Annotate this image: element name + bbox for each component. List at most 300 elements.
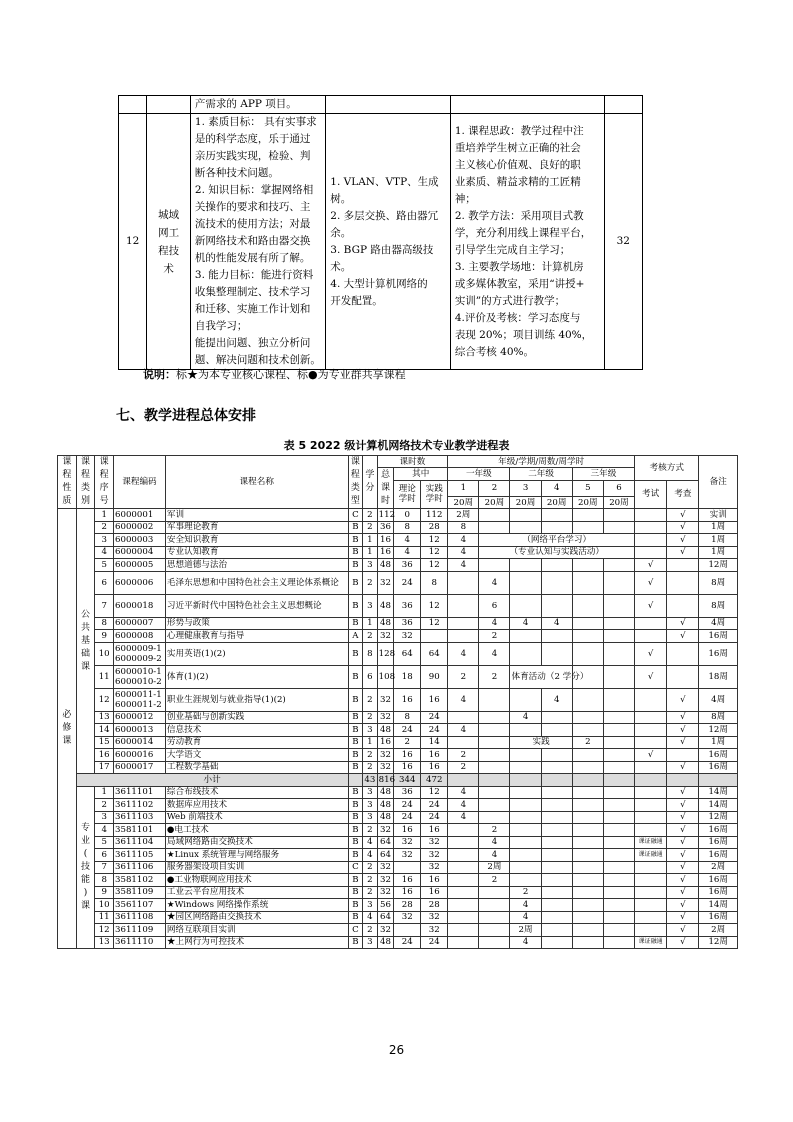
- total-hours-cell: 32: [377, 711, 394, 724]
- practice-hours-cell: 16: [421, 824, 448, 837]
- check-cell: √: [667, 924, 699, 937]
- type-cell: B: [348, 836, 363, 849]
- type-cell: B: [348, 546, 363, 559]
- table-row: [58, 630, 738, 643]
- remark-cell: 14周: [699, 786, 738, 799]
- header-name: 课程名称: [165, 456, 348, 509]
- course-name-cell: ●工业物联网应用技术: [165, 874, 348, 887]
- semester-cell: [603, 736, 634, 749]
- text-line: 新网络技术和路由器交换: [194, 235, 311, 247]
- semester-cell: 4: [479, 571, 510, 594]
- header-weeks: 20周: [448, 497, 479, 509]
- practice-hours-cell: 16: [421, 749, 448, 762]
- subtotal-empty: [510, 774, 541, 787]
- semester-cell: [479, 509, 510, 522]
- course-name-cell: 工程数学基础: [165, 761, 348, 774]
- theory-hours-cell: 28: [394, 899, 421, 912]
- semester-span-cell: 实践: [510, 736, 572, 749]
- credits-cell: 3: [363, 936, 378, 949]
- check-cell: [667, 559, 699, 572]
- credits-cell: 3: [363, 594, 378, 617]
- type-cell: B: [348, 521, 363, 534]
- type-cell: B: [348, 665, 363, 688]
- semester-cell: [572, 559, 603, 572]
- check-cell: [667, 665, 699, 688]
- semester-cell: [572, 824, 603, 837]
- code-line: 6000011-2: [115, 699, 162, 710]
- semester-cell: 6: [479, 594, 510, 617]
- type-cell: B: [348, 559, 363, 572]
- type-cell: B: [348, 911, 363, 924]
- semester-cell: [510, 824, 541, 837]
- total-hours-cell: 32: [377, 571, 394, 594]
- practice-hours-cell: 24: [421, 799, 448, 812]
- check-cell: √: [667, 836, 699, 849]
- semester-cell: [541, 749, 572, 762]
- semester-cell: 4: [510, 711, 541, 724]
- remark-cell: 16周: [699, 874, 738, 887]
- semester-cell: [510, 874, 541, 887]
- text-line: 业素质、精益求精的工匠精: [454, 175, 581, 188]
- header-sem: 5: [572, 480, 603, 497]
- credits-cell: 3: [363, 786, 378, 799]
- table-row: [58, 642, 738, 665]
- remark-cell: 16周: [699, 630, 738, 643]
- subtotal-credits: 43: [364, 774, 376, 785]
- header-row: [58, 456, 738, 468]
- course-name-cell: 创业基础与创新实践: [165, 711, 348, 724]
- semester-cell: [603, 836, 634, 849]
- theory-hours-cell: 2: [394, 736, 421, 749]
- code-cell: [114, 924, 166, 937]
- total-hours-cell: 32: [377, 824, 394, 837]
- course-name-cell: 毛泽东思想和中国特色社会主义理论体系概论: [165, 571, 348, 594]
- text-line: 3. 能力目标：能进行资料: [194, 269, 314, 281]
- code-cell: [114, 711, 166, 724]
- seq-cell: 1: [95, 509, 114, 522]
- semester-cell: [572, 630, 603, 643]
- text-line: 4. 大型计算机网络的: [330, 277, 428, 290]
- check-cell: √: [667, 688, 699, 711]
- subtotal-empty: [635, 774, 667, 787]
- header-remark: 备注: [699, 456, 738, 509]
- semester-cell: [541, 936, 572, 949]
- remark-cell: 实训: [699, 509, 738, 522]
- total-hours-cell: 48: [377, 594, 394, 617]
- remark-cell: 8周: [699, 711, 738, 724]
- exam-cell: √: [635, 665, 667, 688]
- subtotal-empty: [448, 774, 479, 787]
- total-hours-cell: 16: [377, 546, 394, 559]
- semester-cell: [572, 911, 603, 924]
- course-name-cell: 安全知识教育: [165, 534, 348, 547]
- course-name-cell: 思想道德与法治: [165, 559, 348, 572]
- semester-cell: [572, 521, 603, 534]
- semester-cell: 2周: [479, 861, 510, 874]
- remark-cell: 1周: [699, 534, 738, 547]
- total-hours-cell: 32: [377, 886, 394, 899]
- header-hours: 课时数: [377, 456, 448, 468]
- type-cell: B: [348, 724, 363, 737]
- semester-cell: [510, 849, 541, 862]
- semester-cell: [572, 749, 603, 762]
- code-cell: [114, 546, 166, 559]
- type-cell: B: [348, 617, 363, 630]
- semester-cell: 2: [448, 749, 479, 762]
- semester-cell: [448, 617, 479, 630]
- semester-cell: 4: [510, 911, 541, 924]
- course-name-cell: 心理健康教育与指导: [165, 630, 348, 643]
- exam-cell: √: [635, 749, 667, 762]
- semester-cell: [572, 711, 603, 724]
- semester-cell: [603, 559, 634, 572]
- table-row: [58, 521, 738, 534]
- exam-cell: √: [635, 594, 667, 617]
- theory-hours-cell: 16: [394, 874, 421, 887]
- semester-cell: [572, 936, 603, 949]
- text-line: 3. BGP 路由器高级技: [330, 243, 434, 256]
- code-cell: [114, 799, 166, 812]
- semester-cell: [572, 617, 603, 630]
- table-row: [58, 617, 738, 630]
- semester-cell: [603, 724, 634, 737]
- type-cell: B: [348, 849, 363, 862]
- semester-cell: 4: [479, 642, 510, 665]
- credits-cell: 3: [363, 559, 378, 572]
- semester-cell: [479, 724, 510, 737]
- remark-cell: 12周: [699, 936, 738, 949]
- credits-cell: 2: [363, 749, 378, 762]
- theory-hours-cell: 8: [394, 521, 421, 534]
- type-cell: B: [348, 761, 363, 774]
- remark-cell: 16周: [699, 849, 738, 862]
- header-weekly: 年级/学期/周数/周学时: [448, 456, 635, 468]
- text-line: 学，充分利用线上课程平台，: [454, 226, 592, 239]
- semester-cell: [448, 936, 479, 949]
- type-cell: B: [348, 688, 363, 711]
- table-row: [58, 571, 738, 594]
- semester-cell: [510, 799, 541, 812]
- semester-cell: [479, 521, 510, 534]
- type-cell: B: [348, 886, 363, 899]
- credits-cell: 3: [363, 811, 378, 824]
- seq-cell: 10: [95, 899, 114, 912]
- credits-cell: 2: [363, 886, 378, 899]
- exam-cell: [635, 874, 667, 887]
- code-cell: [114, 849, 166, 862]
- credits-cell: 2: [363, 874, 378, 887]
- code-line: 3611105: [115, 849, 154, 860]
- code-line: 6000006: [115, 577, 154, 588]
- subtotal-empty: [603, 774, 634, 787]
- credits-cell: 2: [363, 761, 378, 774]
- code-line: 3611103: [115, 812, 154, 823]
- teaching-schedule-table-wrapper: [57, 455, 738, 1017]
- type-cell: B: [348, 874, 363, 887]
- course-name-cell: 形势与政策: [165, 617, 348, 630]
- semester-cell: 4: [479, 849, 510, 862]
- check-cell: [667, 594, 699, 617]
- semester-cell: [479, 749, 510, 762]
- exam-cell: [635, 911, 667, 924]
- exam-cell: [635, 924, 667, 937]
- total-hours-cell: 32: [377, 688, 394, 711]
- total-hours-cell: 56: [377, 899, 394, 912]
- semester-cell: 2: [448, 761, 479, 774]
- text-line: 综合考核 40%。: [454, 345, 534, 358]
- total-hours-cell: 64: [377, 911, 394, 924]
- table-row: [58, 836, 738, 849]
- text-line: 断各种技术问题。: [194, 167, 279, 179]
- remark-cell: 14周: [699, 799, 738, 812]
- text-line: 1. 课程思政：教学过程中注: [454, 124, 584, 137]
- semester-cell: [510, 571, 541, 594]
- semester-cell: [572, 642, 603, 665]
- text-line: 引导学生完成自主学习；: [454, 243, 571, 256]
- theory-hours-cell: 32: [394, 911, 421, 924]
- table-row: [58, 509, 738, 522]
- type-cell: B: [348, 534, 363, 547]
- type-cell: C: [348, 861, 363, 874]
- type-cell: A: [348, 630, 363, 643]
- exam-cell: [635, 786, 667, 799]
- header-seq: 课程序号: [95, 456, 114, 509]
- code-line: 6000008: [115, 630, 154, 641]
- practice-hours-cell: 12: [421, 617, 448, 630]
- remark-cell: 16周: [699, 761, 738, 774]
- code-line: 3611101: [115, 787, 154, 798]
- table-row: [58, 799, 738, 812]
- exam-cell: [635, 688, 667, 711]
- semester-cell: [572, 509, 603, 522]
- course-name-cell: 数据库应用技术: [165, 799, 348, 812]
- semester-cell: [479, 899, 510, 912]
- type-cell: B: [348, 899, 363, 912]
- theory-hours-cell: 32: [394, 849, 421, 862]
- code-line: 6000011-1: [115, 689, 162, 700]
- credits-cell: 1: [363, 534, 378, 547]
- text-line: 主义核心价值观、良好的职: [454, 158, 581, 171]
- theory-hours-cell: 4: [394, 546, 421, 559]
- course-name-cell: ●电工技术: [165, 824, 348, 837]
- semester-cell: [479, 924, 510, 937]
- semester-cell: [603, 630, 634, 643]
- exam-cell: [635, 736, 667, 749]
- credits-cell: 4: [363, 849, 378, 862]
- code-line: 3581109: [115, 887, 154, 898]
- code-cell: [114, 911, 166, 924]
- practice-hours-cell: [421, 630, 448, 643]
- total-hours-cell: 36: [377, 521, 394, 534]
- code-line: 6000018: [115, 600, 154, 611]
- type-cell: B: [348, 749, 363, 762]
- semester-cell: [603, 874, 634, 887]
- semester-cell: [572, 811, 603, 824]
- theory-hours-cell: 24: [394, 724, 421, 737]
- check-cell: √: [667, 724, 699, 737]
- text-line: 2. 多层交换、路由器冗: [330, 209, 439, 222]
- check-cell: √: [667, 534, 699, 547]
- total-hours-cell: 48: [377, 799, 394, 812]
- code-cell: [114, 665, 166, 688]
- theory-hours-cell: 16: [394, 761, 421, 774]
- total-hours-cell: 64: [377, 849, 394, 862]
- code-cell: [114, 642, 166, 665]
- credits-cell: 6: [363, 665, 378, 688]
- check-cell: √: [667, 521, 699, 534]
- semester-cell: 4: [510, 899, 541, 912]
- seq-cell: 14: [95, 724, 114, 737]
- text-line: 1. 素质目标： 具有实事求: [194, 116, 317, 128]
- practice-hours-cell: 90: [421, 665, 448, 688]
- code-line: 6000002: [115, 522, 154, 533]
- header-weeks: 20周: [479, 497, 510, 509]
- header-weeks: 20周: [603, 497, 634, 509]
- course-name-cell: 实用英语(1)(2): [165, 642, 348, 665]
- text-line: 是的科学态度，乐于通过: [194, 133, 311, 145]
- semester-cell: 4: [479, 617, 510, 630]
- text-line: 自我学习；: [194, 320, 248, 332]
- total-hours-cell: 128: [377, 642, 394, 665]
- semester-cell: [479, 761, 510, 774]
- total-hours-cell: 16: [377, 534, 394, 547]
- semester-cell: [479, 936, 510, 949]
- semester-cell: 4: [510, 936, 541, 949]
- code-line: 3611109: [115, 924, 154, 935]
- code-cell: [114, 761, 166, 774]
- type-cell: B: [348, 594, 363, 617]
- theory-hours-cell: 36: [394, 617, 421, 630]
- check-cell: √: [667, 861, 699, 874]
- theory-hours-cell: 36: [394, 594, 421, 617]
- table-row: [58, 786, 738, 799]
- seq-cell: 1: [95, 786, 114, 799]
- table-row: [58, 936, 738, 949]
- semester-cell: [603, 761, 634, 774]
- type-cell: B: [348, 824, 363, 837]
- check-cell: √: [667, 824, 699, 837]
- total-hours-cell: 32: [377, 761, 394, 774]
- semester-cell: [541, 724, 572, 737]
- semester-cell: 4: [448, 546, 479, 559]
- course-name-cell: ★园区网络路由交换技术: [165, 911, 348, 924]
- code-cell: [114, 688, 166, 711]
- course-name-cell: ★Windows 网络操作系统: [165, 899, 348, 912]
- course-name-cell: ★上网行为可控技术: [165, 936, 348, 949]
- credits-cell: 4: [363, 911, 378, 924]
- semester-cell: [572, 836, 603, 849]
- subtotal-empty: [479, 774, 510, 787]
- practice-hours-cell: 16: [421, 874, 448, 887]
- total-hours-cell: 16: [377, 736, 394, 749]
- table-row: [58, 849, 738, 862]
- type-cell: B: [348, 786, 363, 799]
- exam-cell: 课证融通: [635, 836, 667, 849]
- semester-cell: [572, 571, 603, 594]
- semester-cell: 2: [479, 630, 510, 643]
- table-row: [58, 824, 738, 837]
- course-name-cell: 网络互联项目实训: [165, 924, 348, 937]
- header-sem: 1: [448, 480, 479, 497]
- theory-hours-cell: 36: [394, 786, 421, 799]
- course-name-cell: 城域 网工 程技 术: [147, 114, 191, 370]
- semester-cell: [479, 886, 510, 899]
- type-cell: B: [348, 936, 363, 949]
- course-name-cell: 综合布线技术: [165, 786, 348, 799]
- credits-cell: 1: [363, 617, 378, 630]
- table-row: [58, 749, 738, 762]
- seq-cell: 4: [95, 546, 114, 559]
- course-description-table: [118, 95, 643, 370]
- check-cell: √: [667, 630, 699, 643]
- semester-cell: [572, 861, 603, 874]
- code-line: 3581101: [115, 824, 154, 835]
- semester-cell: [448, 849, 479, 862]
- text-line: 术。: [330, 260, 352, 273]
- text-line: 3. 主要教学场地：计算机房: [454, 260, 584, 273]
- semester-cell: 2周: [448, 509, 479, 522]
- theory-hours-cell: 8: [394, 711, 421, 724]
- practice-hours-cell: 24: [421, 936, 448, 949]
- seq-cell: 9: [95, 630, 114, 643]
- seq-cell: 17: [95, 761, 114, 774]
- code-line: 6000010-1: [115, 666, 162, 677]
- table-row: [58, 594, 738, 617]
- code-cell: [114, 594, 166, 617]
- semester-cell: 2: [479, 824, 510, 837]
- semester-cell: [603, 688, 634, 711]
- practice-hours-cell: 24: [421, 724, 448, 737]
- type-cell: C: [348, 509, 363, 522]
- exam-cell: 课证融通: [635, 849, 667, 862]
- code-line: 6000014: [115, 737, 154, 748]
- subtotal-empty: [572, 774, 603, 787]
- code-line: 6000005: [115, 559, 154, 570]
- check-cell: [667, 571, 699, 594]
- semester-cell: 4: [541, 688, 572, 711]
- semester-cell: [541, 711, 572, 724]
- hours-cell: 32: [604, 114, 642, 370]
- semester-cell: [479, 688, 510, 711]
- exam-cell: [635, 509, 667, 522]
- check-cell: √: [667, 849, 699, 862]
- semester-cell: [603, 749, 634, 762]
- semester-cell: [448, 861, 479, 874]
- header-nature: 课程性质: [58, 456, 77, 509]
- seq-cell: 6: [95, 849, 114, 862]
- semester-cell: [541, 861, 572, 874]
- total-hours-cell: 108: [377, 665, 394, 688]
- seq-cell: 3: [95, 811, 114, 824]
- code-line: 6000007: [115, 618, 154, 629]
- semester-cell: [572, 761, 603, 774]
- exam-cell: [635, 521, 667, 534]
- semester-cell: [448, 630, 479, 643]
- code-line: 6000003: [115, 534, 154, 545]
- semester-cell: [541, 924, 572, 937]
- code-cell: [114, 874, 166, 887]
- table-row: [58, 899, 738, 912]
- semester-cell: [541, 642, 572, 665]
- check-cell: √: [667, 936, 699, 949]
- code-cell: [114, 521, 166, 534]
- type-cell: B: [348, 799, 363, 812]
- semester-cell: [479, 711, 510, 724]
- code-line: 6000010-2: [115, 676, 162, 687]
- seq-cell: 2: [95, 521, 114, 534]
- code-cell: [114, 824, 166, 837]
- exam-cell: [635, 899, 667, 912]
